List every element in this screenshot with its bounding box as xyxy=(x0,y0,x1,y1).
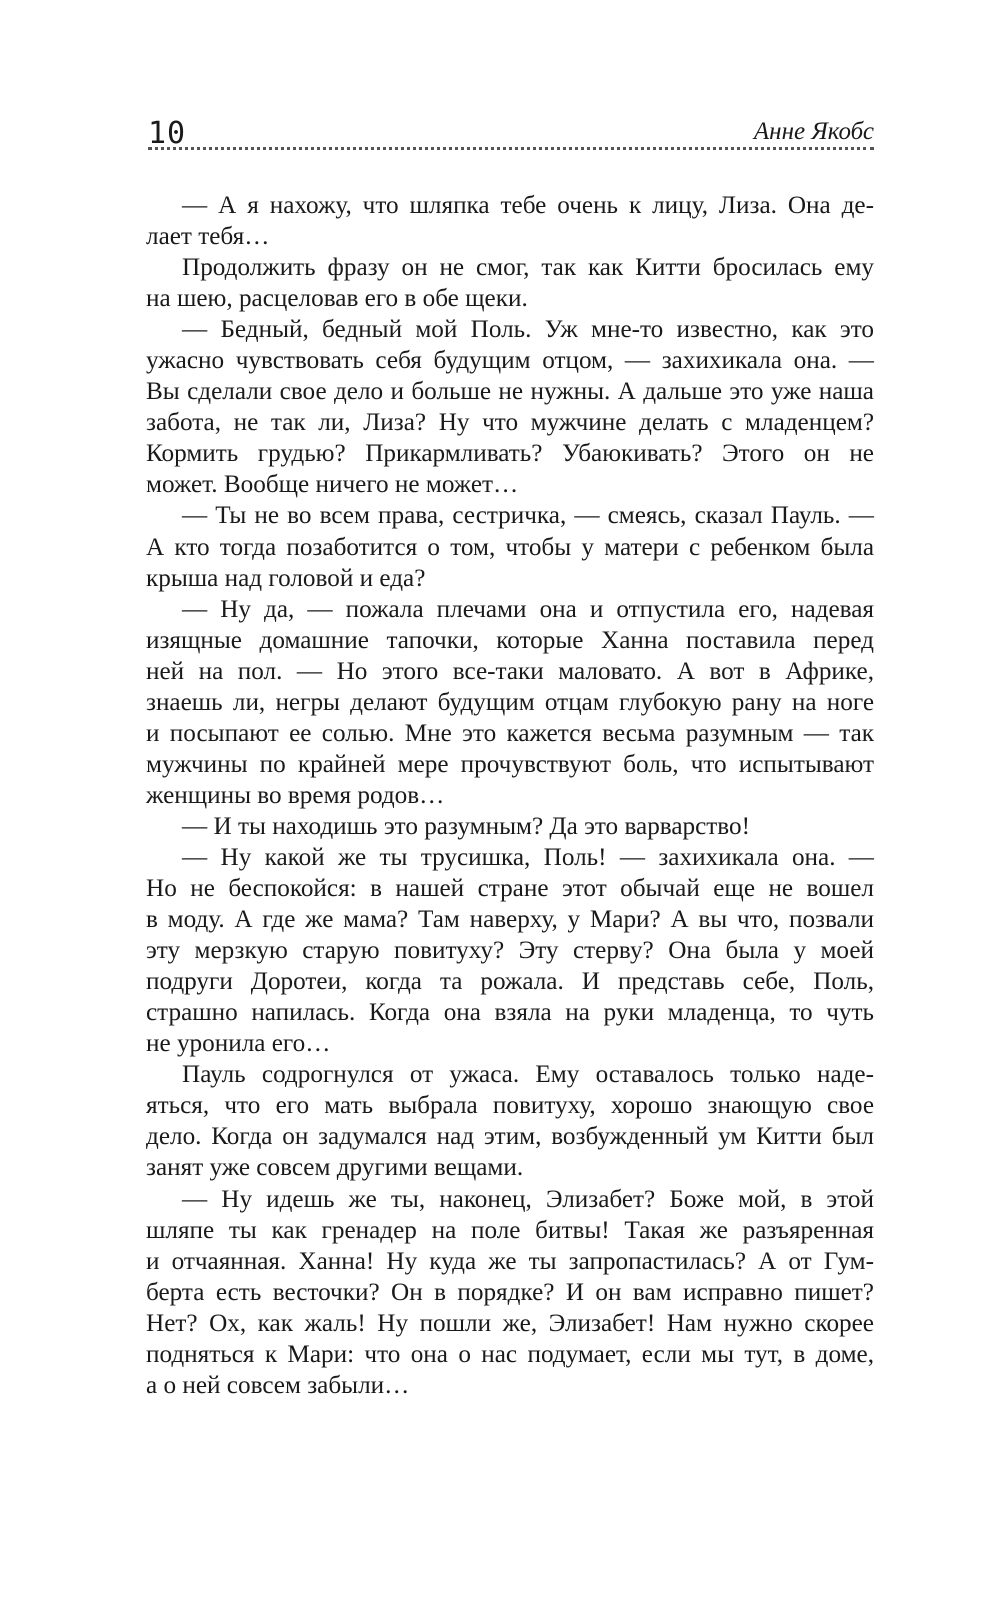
text-line: крыша над головой и еда? xyxy=(146,564,426,592)
header-dotted-rule xyxy=(148,147,874,150)
text-line: шляпе ты как гренадер на поле битвы! Такая же разъяренная xyxy=(146,1216,874,1244)
text-line: страшно напилась. Когда она взяла на руки младенца, то чуть xyxy=(146,999,874,1027)
text-line: и отчаянная. Ханна! Ну куда же ты запропастилась? А от Гум- xyxy=(146,1247,874,1275)
text-line: ужасно чувствовать себя будущим отцом, — захихикала она. — xyxy=(146,347,874,375)
text-line: — А я нахожу, что шляпка тебе очень к лицу, Лиза. Она де- xyxy=(182,192,874,219)
text-line: мужчины по крайней мере прочувствуют боль, что испытывают xyxy=(146,750,874,778)
text-line: не уронила его… xyxy=(146,1030,331,1058)
text-line: — Ну идешь же ты, наконец, Элизабет? Боже мой, в этой xyxy=(182,1185,874,1213)
text-line: эту мерзкую старую повитуху? Эту стерву? Она была у моей xyxy=(146,937,874,965)
text-line: Вы сделали свое дело и больше не нужны. А дальше это уже наша xyxy=(146,378,874,406)
text-line: в моду. А где же мама? Там наверху, у Мари? А вы что, позвали xyxy=(146,906,874,934)
text-line: подняться к Мари: что она о нас подумает, если мы тут, в доме, xyxy=(146,1340,874,1368)
paragraph xyxy=(146,1184,874,1401)
text-line: берта есть весточки? Он в порядке? И он вам исправно пишет? xyxy=(146,1278,874,1306)
paragraph xyxy=(146,252,874,314)
text-line: женщины во время родов… xyxy=(146,781,445,809)
paragraph xyxy=(146,842,874,1059)
paragraph xyxy=(146,811,874,842)
body-text xyxy=(146,190,874,1401)
text-line: Продолжить фразу он не смог, так как Китти бросилась ему xyxy=(182,254,874,282)
text-line: занят уже совсем другими вещами. xyxy=(146,1154,524,1182)
text-line: забота, не так ли, Лиза? Ну что мужчине делать с младенцем? xyxy=(146,409,874,437)
paragraph xyxy=(146,594,874,811)
text-line: — Ты не во всем права, сестричка, — смеясь, сказал Пауль. — xyxy=(182,502,874,530)
text-line: на шею, расцеловав его в обе щеки. xyxy=(146,285,528,313)
text-line: А кто тогда позаботится о том, чтобы у матери с ребенком была xyxy=(146,533,874,561)
text-line: а о ней совсем забыли… xyxy=(146,1371,410,1399)
text-line: Но не беспокойся: в нашей стране этот обычай еще не вошел xyxy=(146,875,874,903)
text-line: яться, что его мать выбрала повитуху, хорошо знающую свое xyxy=(146,1092,874,1120)
paragraph xyxy=(146,314,874,500)
text-line: Нет? Ох, как жаль! Ну пошли же, Элизабет! Нам нужно скорее xyxy=(146,1309,874,1337)
running-head-author: Анне Якобс xyxy=(753,118,874,145)
text-line: — Ну да, — пожала плечами она и отпустила его, надевая xyxy=(182,595,874,623)
text-line: подруги Доротеи, когда та рожала. И представь себе, Поль, xyxy=(146,968,874,996)
text-line: дело. Когда он задумался над этим, возбужденный ум Китти был xyxy=(146,1123,874,1151)
text-line: изящные домашние тапочки, которые Ханна поставила перед xyxy=(146,626,874,654)
text-line: и посыпают ее солью. Мне это кажется весьма разумным — так xyxy=(146,719,874,747)
paragraph xyxy=(146,1059,874,1183)
text-line: — И ты находишь это разумным? Да это варварство! xyxy=(182,812,751,840)
text-line: может. Вообще ничего не может… xyxy=(146,471,519,499)
text-line: Кормить грудью? Прикармливать? Убаюкивать? Этого он не xyxy=(146,440,874,468)
page-header xyxy=(148,112,874,152)
text-line: Пауль содрогнулся от ужаса. Ему оставалось только наде- xyxy=(182,1061,874,1089)
text-line: лает тебя… xyxy=(146,223,270,251)
paragraph xyxy=(146,500,874,593)
text-line: ней на пол. — Но этого все-таки маловато. А вот в Африке, xyxy=(146,657,874,685)
paragraph xyxy=(146,190,874,252)
text-line: — Ну какой же ты трусишка, Поль! — захихикала она. — xyxy=(182,843,874,871)
text-line: — Бедный, бедный мой Поль. Уж мне-то известно, как это xyxy=(182,316,874,344)
text-line: знаешь ли, негры делают будущим отцам глубокую рану на ноге xyxy=(146,688,874,716)
page-number: 10 xyxy=(148,116,187,151)
